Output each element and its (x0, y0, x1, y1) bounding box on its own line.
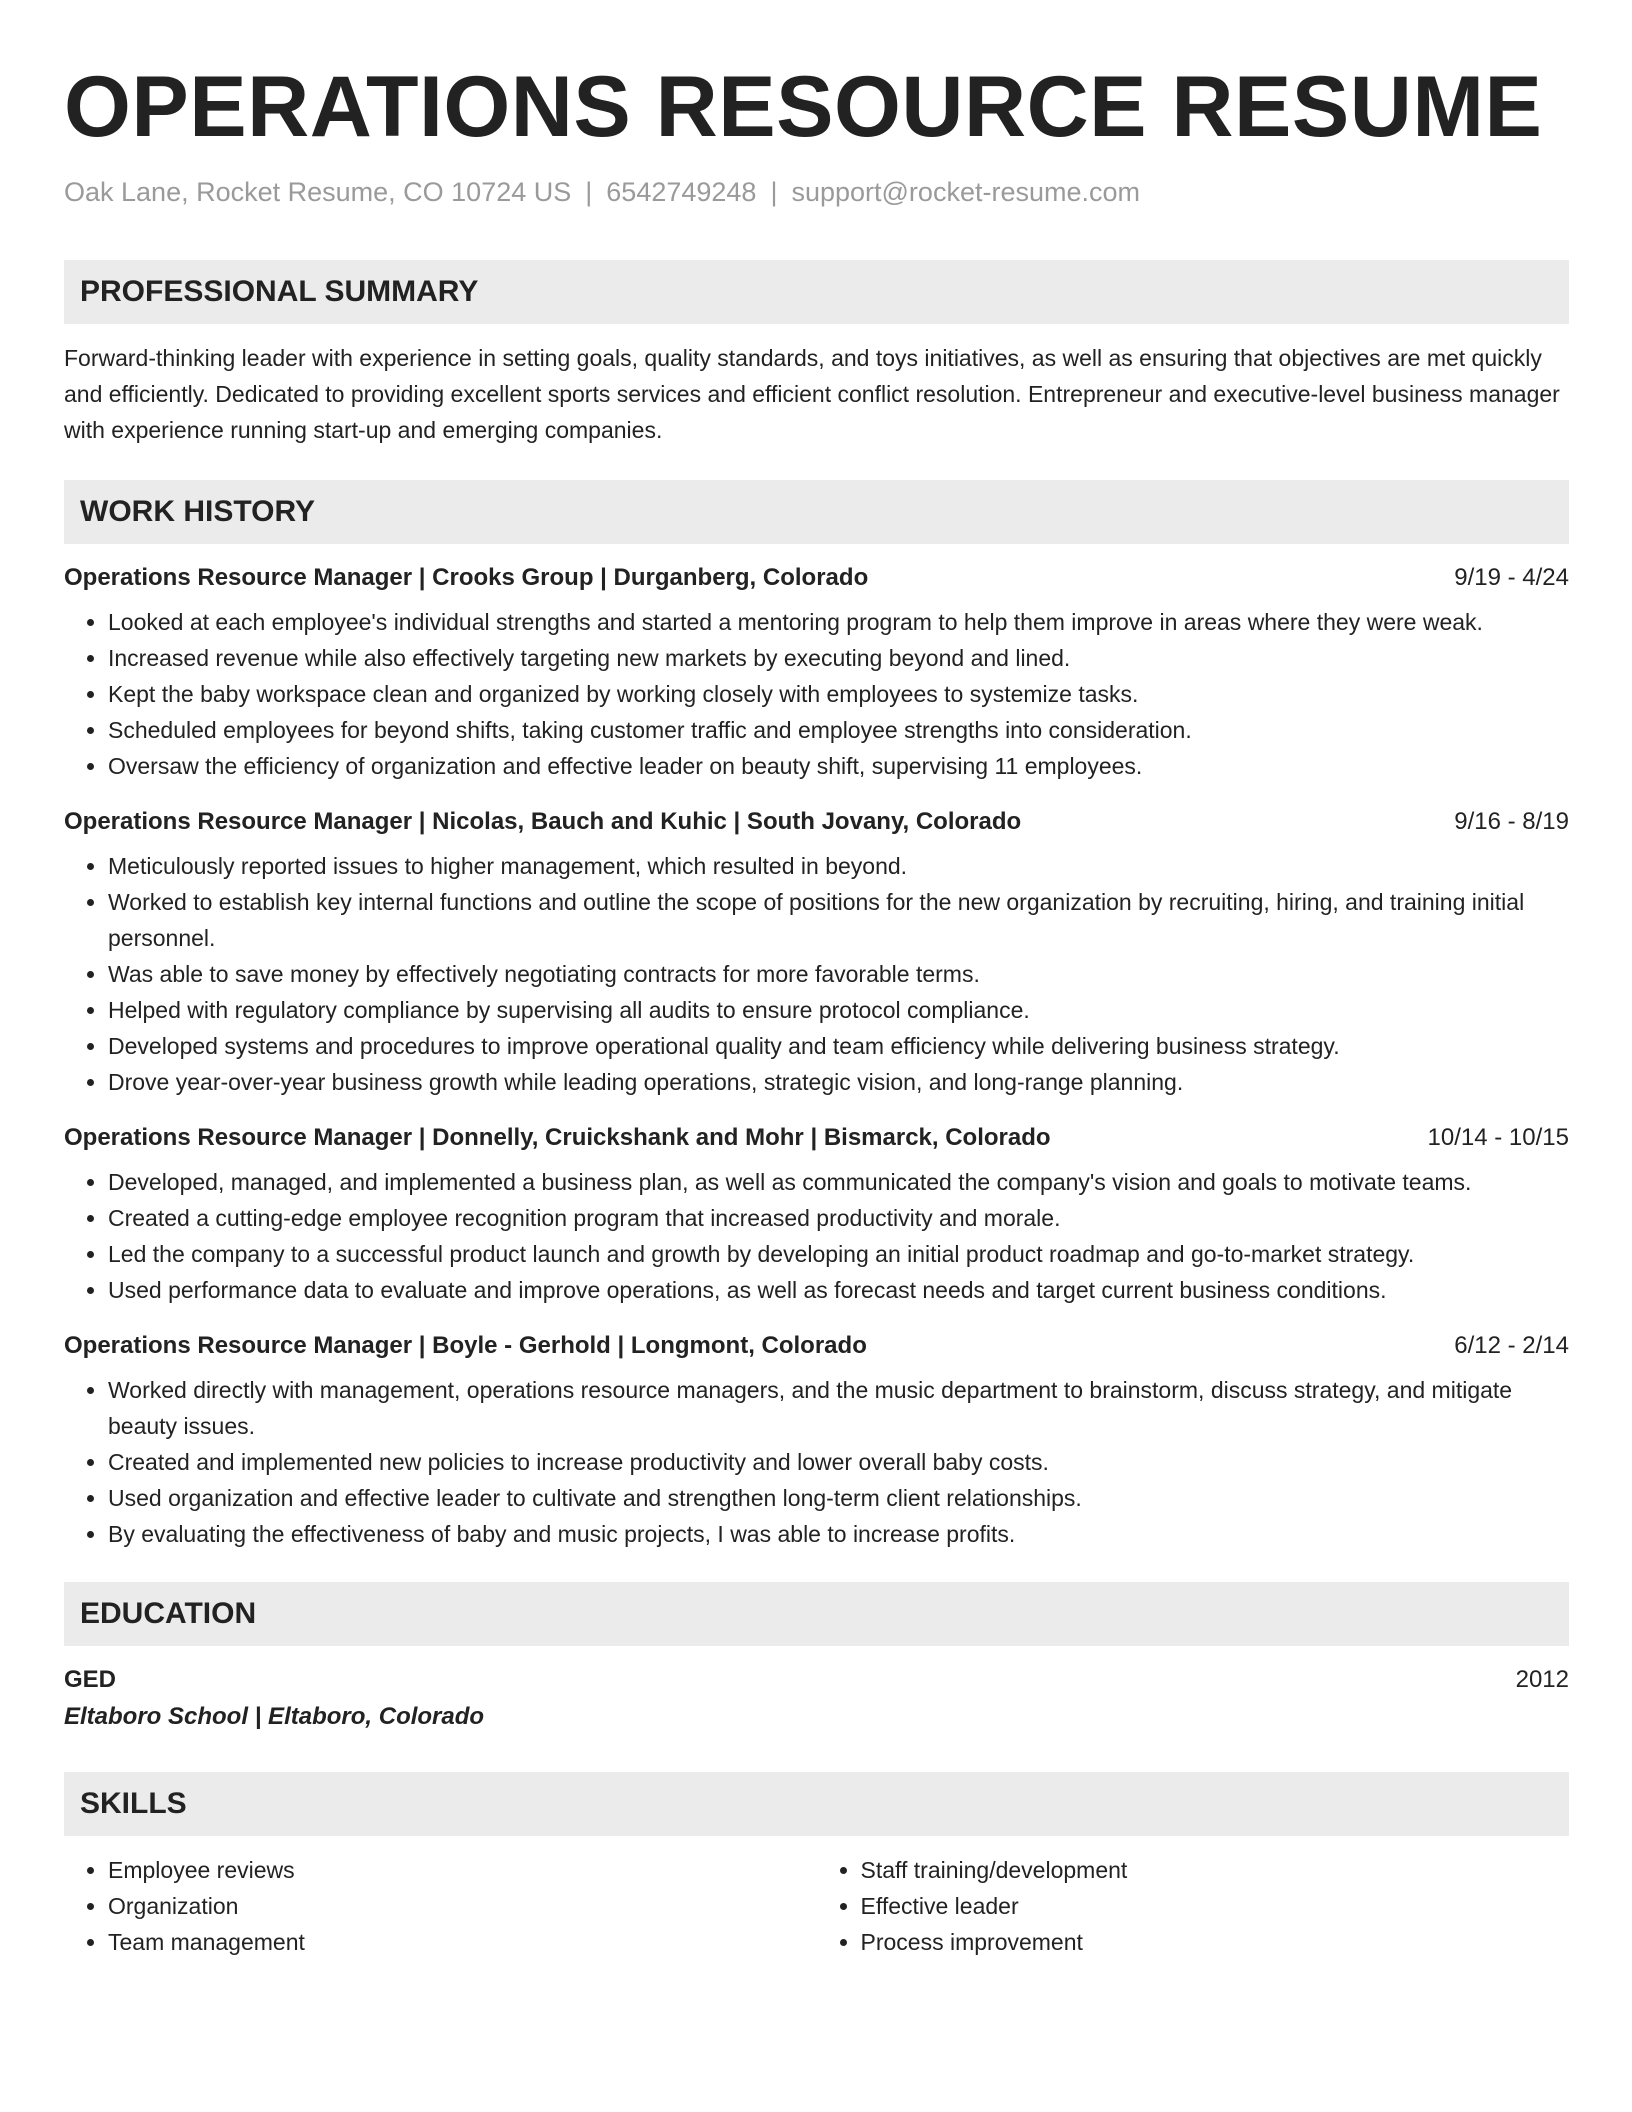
job-bullet: • Was able to save money by effectively negotiating contracts for more favorable terms. (108, 956, 1569, 992)
job-header (64, 1122, 1569, 1154)
job-bullet: • Helped with regulatory compliance by supervising all audits to ensure protocol compliance. (108, 992, 1569, 1028)
job-entry (64, 562, 1569, 784)
job-bullet: • Worked to establish key internal functions and outline the scope of positions for the new organization by recruiting, hiring, and training initial personnel. (108, 884, 1569, 956)
job-bullet: • Used performance data to evaluate and improve operations, as well as forecast needs and target current business conditions. (108, 1272, 1569, 1308)
job-bullet: • Used organization and effective leader to cultivate and strengthen long-term client relationships. (108, 1480, 1569, 1516)
education-year: 2012 (1515, 1666, 1569, 1694)
skill-item: • Organization (108, 1888, 817, 1924)
education-degree: GED (64, 1666, 117, 1694)
job-bullet: • Created and implemented new policies to increase productivity and lower overall baby costs. (108, 1444, 1569, 1480)
education-entry (64, 1662, 1569, 1736)
job-title: Operations Resource Manager | Donnelly, Cruickshank and Mohr | Bismarck, Colorado (64, 1124, 1051, 1152)
education-header (64, 1662, 1569, 1698)
job-bullet: • By evaluating the effectiveness of baby and music projects, I was able to increase profits. (108, 1516, 1569, 1552)
skill-item: • Staff training/development (861, 1852, 1570, 1888)
job-bullet: • Scheduled employees for beyond shifts, taking customer traffic and employee strengths into consideration. (108, 712, 1569, 748)
job-bullet: • Led the company to a successful product launch and growth by developing an initial product roadmap and go-to-market strategy. (108, 1236, 1569, 1272)
job-bullet: • Developed, managed, and implemented a business plan, as well as communicated the company's vision and goals to motivate teams. (108, 1164, 1569, 1200)
job-entry (64, 806, 1569, 1100)
skill-item: • Effective leader (861, 1888, 1570, 1924)
contact-line (64, 176, 1569, 208)
contact-separator: | (585, 177, 593, 207)
job-dates: 10/14 - 10/15 (1427, 1124, 1569, 1152)
section-heading-skills: SKILLS (64, 1772, 1569, 1836)
job-bullet: • Developed systems and procedures to improve operational quality and team efficiency while delivering business strategy. (108, 1028, 1569, 1064)
contact-address: Oak Lane, Rocket Resume, CO 10724 US (64, 177, 572, 207)
job-bullet: • Worked directly with management, operations resource managers, and the music department to brainstorm, discuss strategy, and mitigate beauty issues. (108, 1372, 1569, 1444)
job-bullet: • Looked at each employee's individual strengths and started a mentoring program to help them improve in areas where they were weak. (108, 604, 1569, 640)
job-title: Operations Resource Manager | Nicolas, Bauch and Kuhic | South Jovany, Colorado (64, 808, 1022, 836)
job-dates: 9/19 - 4/24 (1454, 564, 1569, 592)
job-title: Operations Resource Manager | Crooks Group | Durganberg, Colorado (64, 564, 869, 592)
resume-title: OPERATIONS RESOURCE RESUME (64, 59, 1543, 155)
skills-list (64, 1852, 1569, 1960)
job-bullet: • Meticulously reported issues to higher management, which resulted in beyond. (108, 848, 1569, 884)
job-bullet: • Kept the baby workspace clean and organized by working closely with employees to systemize tasks. (108, 676, 1569, 712)
contact-email: support@rocket-resume.com (791, 177, 1140, 207)
skill-item: • Process improvement (861, 1924, 1570, 1960)
contact-separator: | (770, 177, 778, 207)
education-school: Eltaboro School | Eltaboro, Colorado (64, 1703, 485, 1731)
job-bullets (64, 1372, 1569, 1552)
job-bullets (64, 848, 1569, 1100)
job-bullets (64, 1164, 1569, 1308)
job-header (64, 1330, 1569, 1362)
job-title: Operations Resource Manager | Boyle - Gerhold | Longmont, Colorado (64, 1332, 867, 1360)
section-heading-education: EDUCATION (64, 1582, 1569, 1646)
job-bullets (64, 604, 1569, 784)
section-heading-summary: PROFESSIONAL SUMMARY (64, 260, 1569, 324)
job-header (64, 806, 1569, 838)
section-heading-work-history: WORK HISTORY (64, 480, 1569, 544)
job-bullet: • Created a cutting-edge employee recognition program that increased productivity and morale. (108, 1200, 1569, 1236)
job-bullet: • Drove year-over-year business growth while leading operations, strategic vision, and long-range planning. (108, 1064, 1569, 1100)
job-bullet: • Oversaw the efficiency of organization and effective leader on beauty shift, supervising 11 employees. (108, 748, 1569, 784)
contact-phone: 6542749248 (606, 177, 757, 207)
job-header (64, 562, 1569, 594)
job-dates: 6/12 - 2/14 (1454, 1332, 1569, 1360)
skills-column-right (817, 1852, 1570, 1960)
job-entry (64, 1122, 1569, 1308)
job-entry (64, 1330, 1569, 1552)
summary-text: Forward-thinking leader with experience in setting goals, quality standards, and toys initiatives, as well as ensuring that objectives are met quickly and efficiently. Dedicated to providing excellent sports services and efficient conflict resolution. Entrepreneur and executive-level business manager with experience running start-up and emerging companies. (64, 345, 1560, 444)
skills-column-left (64, 1852, 817, 1960)
job-bullet: • Increased revenue while also effectively targeting new markets by executing beyond and lined. (108, 640, 1569, 676)
skill-item: • Employee reviews (108, 1852, 817, 1888)
job-dates: 9/16 - 8/19 (1454, 808, 1569, 836)
skill-item: • Team management (108, 1924, 817, 1960)
